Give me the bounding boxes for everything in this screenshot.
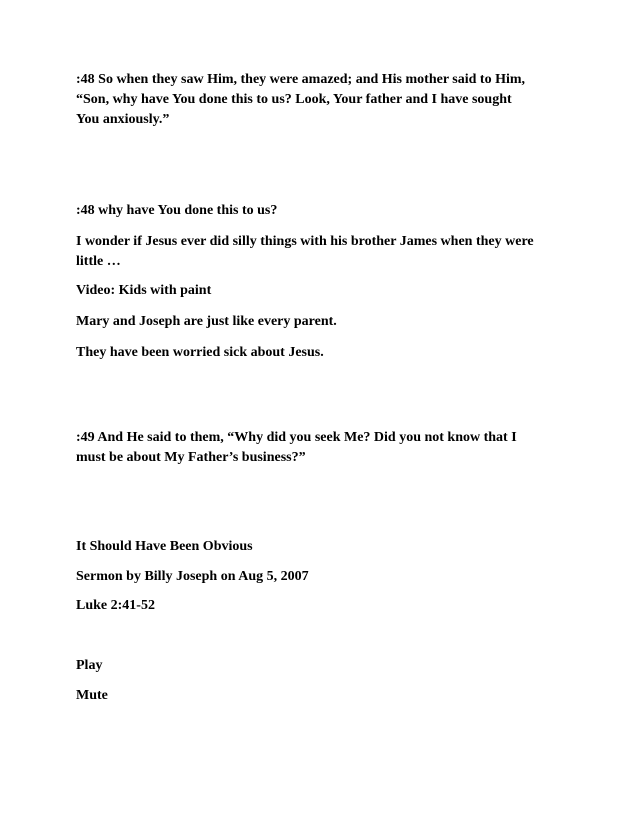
sermon-byline: Sermon by Billy Joseph on Aug 5, 2007	[76, 569, 309, 584]
parent-note: Mary and Joseph are just like every parent.	[76, 314, 337, 329]
verse-49-paragraph	[76, 428, 566, 468]
sermon-title: It Should Have Been Obvious	[76, 539, 253, 554]
verse-49-line-1: :49 And He said to them, “Why did you seek Me? Did you not know that I	[76, 430, 517, 445]
wonder-line-1: I wonder if Jesus ever did silly things with his brother James when they were	[76, 234, 534, 249]
worried-note: They have been worried sick about Jesus.	[76, 345, 324, 360]
wonder-paragraph	[76, 232, 566, 272]
play-button[interactable]: Play	[76, 658, 103, 673]
notes-48-heading: :48 why have You done this to us?	[76, 203, 278, 218]
verse-49-line-2: must be about My Father’s business?”	[76, 450, 306, 465]
verse-48-paragraph	[76, 70, 566, 130]
verse-48-line-3: You anxiously.”	[76, 112, 170, 127]
video-note: Video: Kids with paint	[76, 283, 212, 298]
mute-button[interactable]: Mute	[76, 688, 108, 703]
verse-48-line-1: :48 So when they saw Him, they were amazed; and His mother said to Him,	[76, 72, 526, 87]
verse-48-line-2: “Son, why have You done this to us? Look, Your father and I have sought	[76, 92, 512, 107]
scripture-reference: Luke 2:41-52	[76, 598, 155, 613]
wonder-line-2: little …	[76, 254, 121, 269]
